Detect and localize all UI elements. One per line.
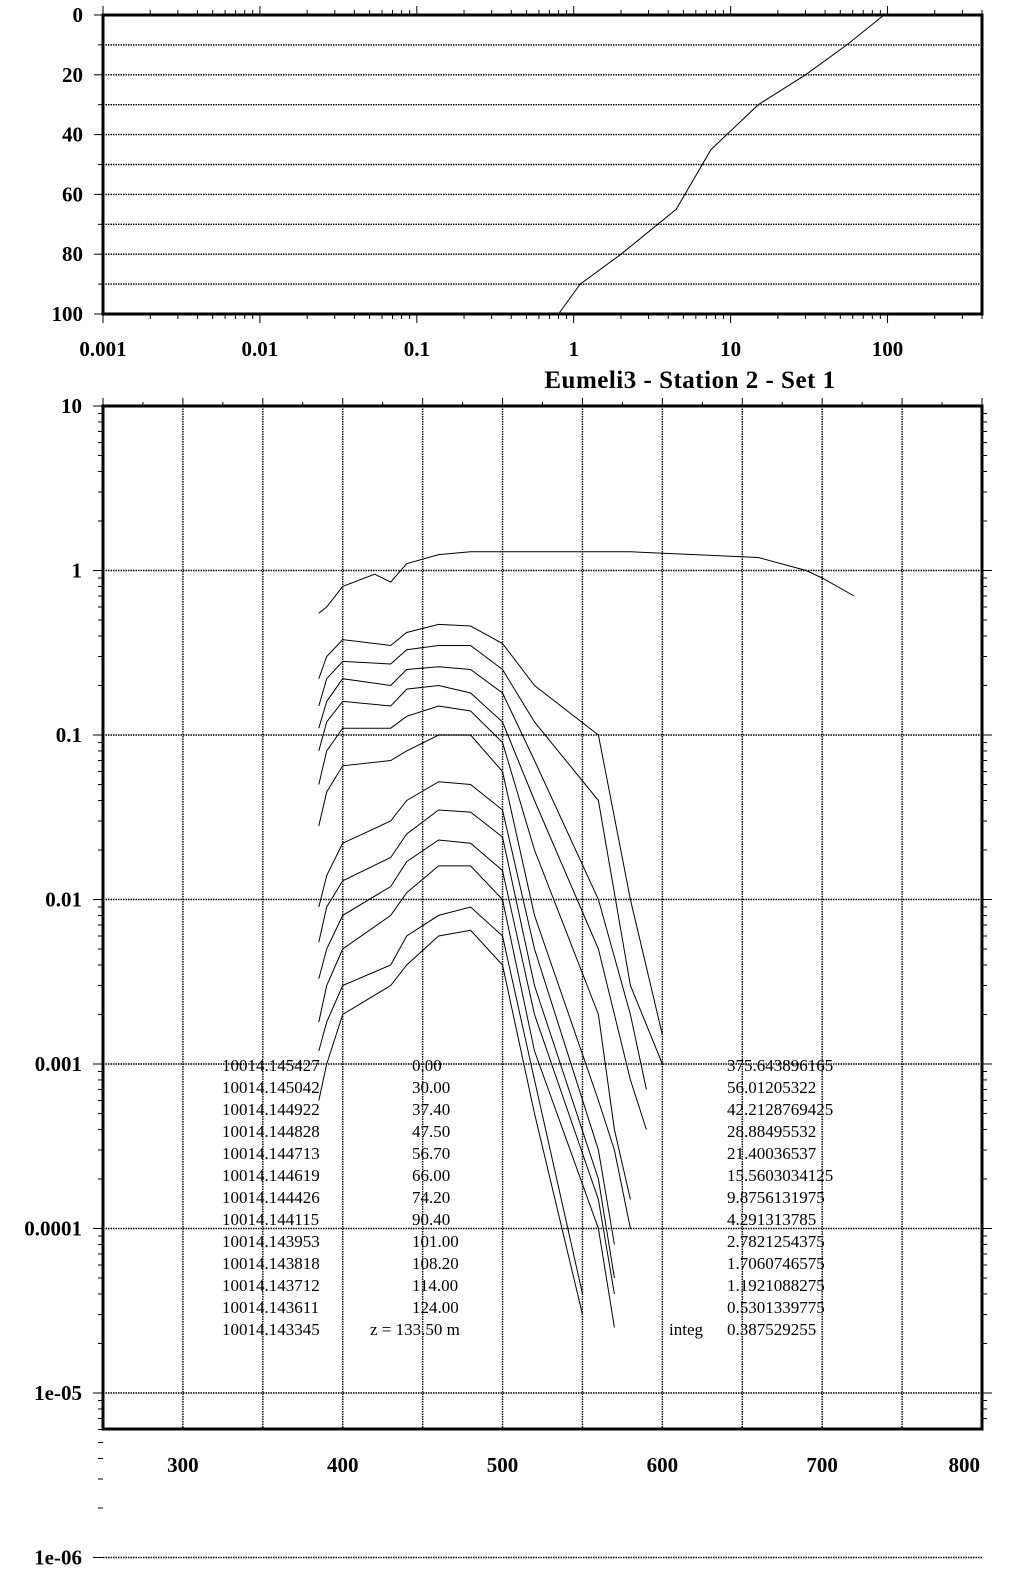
table-time-value: 10014.144922 [222, 1100, 320, 1119]
bottom-x-tick-label: 800 [948, 1453, 980, 1477]
table-integral-value: 42.2128769425 [727, 1100, 834, 1119]
table-depth-value: 74.20 [412, 1188, 451, 1207]
top-x-tick-label: 0.01 [241, 337, 279, 361]
integ-label: integ [669, 1320, 703, 1339]
bottom-y-tick-label: 0.001 [34, 1052, 82, 1076]
chart-title: Eumeli3 - Station 2 - Set 1 [544, 367, 836, 394]
bottom-y-tick-label: 10 [61, 394, 82, 418]
table-time-value: 10014.144426 [222, 1188, 320, 1207]
top-y-tick-label: 60 [62, 182, 83, 207]
table-depth-value: 0.00 [412, 1056, 442, 1075]
bottom-x-tick-label: 700 [806, 1453, 838, 1477]
table-time-value: 10014.144619 [222, 1166, 320, 1185]
table-integral-value: 56.01205322 [727, 1078, 817, 1097]
bottom-y-tick-label: 0.01 [45, 887, 82, 912]
table-depth-value: 124.00 [412, 1298, 459, 1317]
bottom-x-tick-label: 400 [326, 1453, 359, 1477]
bottom-y-tick-label: 0.1 [55, 723, 82, 747]
bottom-x-tick-label: 500 [486, 1453, 519, 1477]
top-y-tick-label: 40 [62, 122, 83, 147]
table-integral-value: 9.8756131975 [727, 1188, 825, 1207]
table-time-value: 10014.143345 [222, 1320, 320, 1339]
top-y-tick-label: 80 [62, 242, 83, 267]
table-time-value: 10014.145042 [222, 1078, 320, 1097]
table-depth-value: 101.00 [412, 1232, 459, 1251]
table-depth-value: 47.50 [412, 1122, 451, 1141]
bottom-y-tick-label: 1e-06 [34, 1545, 82, 1570]
table-integral-value: 4.291313785 [727, 1210, 817, 1229]
table-time-value: 10014.143611 [222, 1298, 320, 1317]
table-depth-value: z = 133.50 m [370, 1320, 460, 1339]
table-integral-value: 28.88495532 [727, 1122, 817, 1141]
top-y-tick-label: 0 [72, 3, 83, 27]
table-integral-value: 375.643896165 [727, 1056, 834, 1075]
table-integral-value: 21.40036537 [727, 1144, 817, 1163]
bottom-y-tick-label: 1e-05 [34, 1381, 82, 1405]
table-time-value: 10014.143712 [222, 1276, 320, 1295]
table-integral-value: 0.387529255 [727, 1320, 817, 1339]
bottom-x-tick-label: 600 [646, 1453, 679, 1477]
top-x-tick-label: 1 [568, 337, 579, 361]
table-integral-value: 1.1921088275 [727, 1276, 825, 1295]
table-depth-value: 56.70 [412, 1144, 451, 1163]
table-time-value: 10014.143818 [222, 1254, 320, 1273]
top-y-tick-label: 20 [62, 62, 83, 87]
table-time-value: 10014.143953 [222, 1232, 320, 1251]
top-x-tick-label: 10 [720, 337, 742, 361]
top-y-tick-label: 100 [51, 302, 83, 326]
top-x-tick-label: 0.001 [79, 337, 127, 361]
table-depth-value: 108.20 [412, 1254, 459, 1273]
bottom-y-tick-label: 1 [71, 558, 82, 583]
table-integral-value: 2.7821254375 [727, 1232, 825, 1251]
table-time-value: 10014.144713 [222, 1144, 320, 1163]
table-depth-value: 90.40 [412, 1210, 451, 1229]
table-depth-value: 30.00 [412, 1078, 451, 1097]
table-depth-value: 114.00 [412, 1276, 459, 1295]
bottom-y-tick-label: 0.0001 [24, 1216, 82, 1241]
table-time-value: 10014.145427 [222, 1056, 320, 1075]
table-depth-value: 66.00 [412, 1166, 451, 1185]
table-integral-value: 15.5603034125 [727, 1166, 834, 1185]
table-integral-value: 1.7060746575 [727, 1254, 825, 1273]
table-integral-value: 0.5301339775 [727, 1298, 825, 1317]
top-x-tick-label: 100 [871, 337, 904, 361]
table-depth-value: 37.40 [412, 1100, 451, 1119]
top-x-tick-label: 0.1 [403, 337, 430, 361]
table-time-value: 10014.144115 [222, 1210, 320, 1229]
bottom-x-tick-label: 300 [167, 1453, 199, 1477]
table-time-value: 10014.144828 [222, 1122, 320, 1141]
